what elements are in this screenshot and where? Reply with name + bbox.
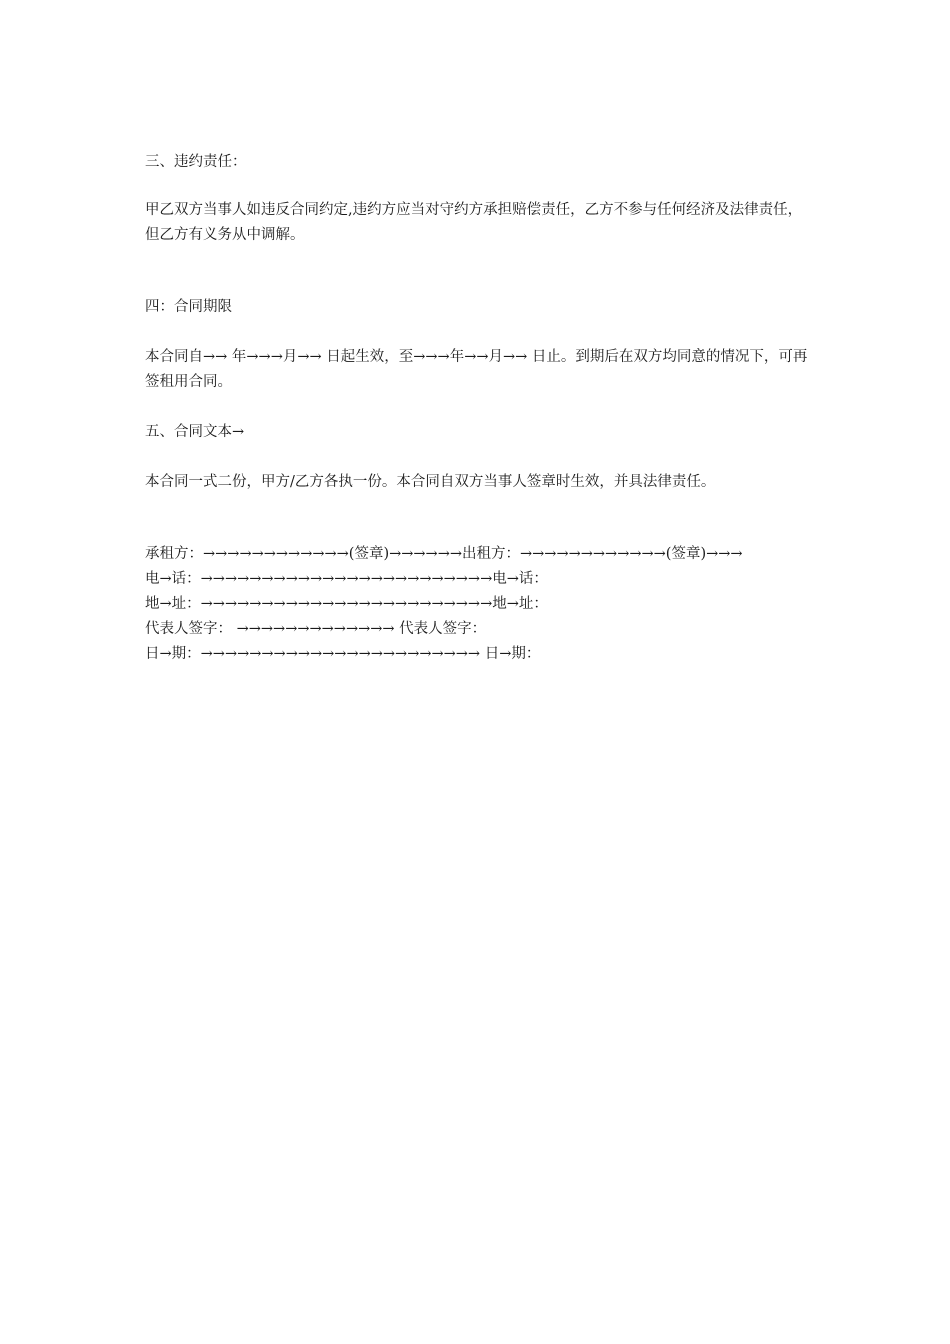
signature-date-line: 日→期：→→→→→→→→→→→→→→→→→→→→→→→ 日→期： <box>145 646 541 662</box>
spacer <box>145 395 815 420</box>
spacer <box>145 248 815 295</box>
signature-parties-line: 承租方：→→→→→→→→→→→→(签章)→→→→→→出租方：→→→→→→→→→→→→(签章)→→→ <box>145 546 743 562</box>
signature-block <box>145 542 815 667</box>
contract-content <box>145 150 815 667</box>
signature-phone-line: 电→话：→→→→→→→→→→→→→→→→→→→→→→→→电→话： <box>145 571 548 587</box>
spacer <box>145 320 815 345</box>
spacer <box>145 445 815 470</box>
spacer <box>145 495 815 542</box>
signature-representative-line: 代表人签字： →→→→→→→→→→→→→ 代表人签字： <box>145 621 487 637</box>
signature-address-line: 地→址：→→→→→→→→→→→→→→→→→→→→→→→→地→址： <box>145 596 548 612</box>
section-4-heading: 四：合同期限 <box>145 299 232 315</box>
section-4-body: 本合同自→→ 年→→→月→→ 日起生效，至→→→年→→月→→ 日止。到期后在双方均同意的情况下，可再签租用合同。 <box>145 349 808 390</box>
section-3-heading: 三、违约责任： <box>145 154 247 170</box>
section-5-body: 本合同一式二份，甲方/乙方各执一份。本合同自双方当事人签章时生效，并具法律责任。 <box>145 474 716 490</box>
spacer <box>145 175 815 198</box>
section-3-body: 甲乙双方当事人如违反合同约定,违约方应当对守约方承担赔偿责任，乙方不参与任何经济及法律责任，但乙方有义务从中调解。 <box>145 202 803 243</box>
section-5-heading: 五、合同文本→ <box>145 424 245 440</box>
